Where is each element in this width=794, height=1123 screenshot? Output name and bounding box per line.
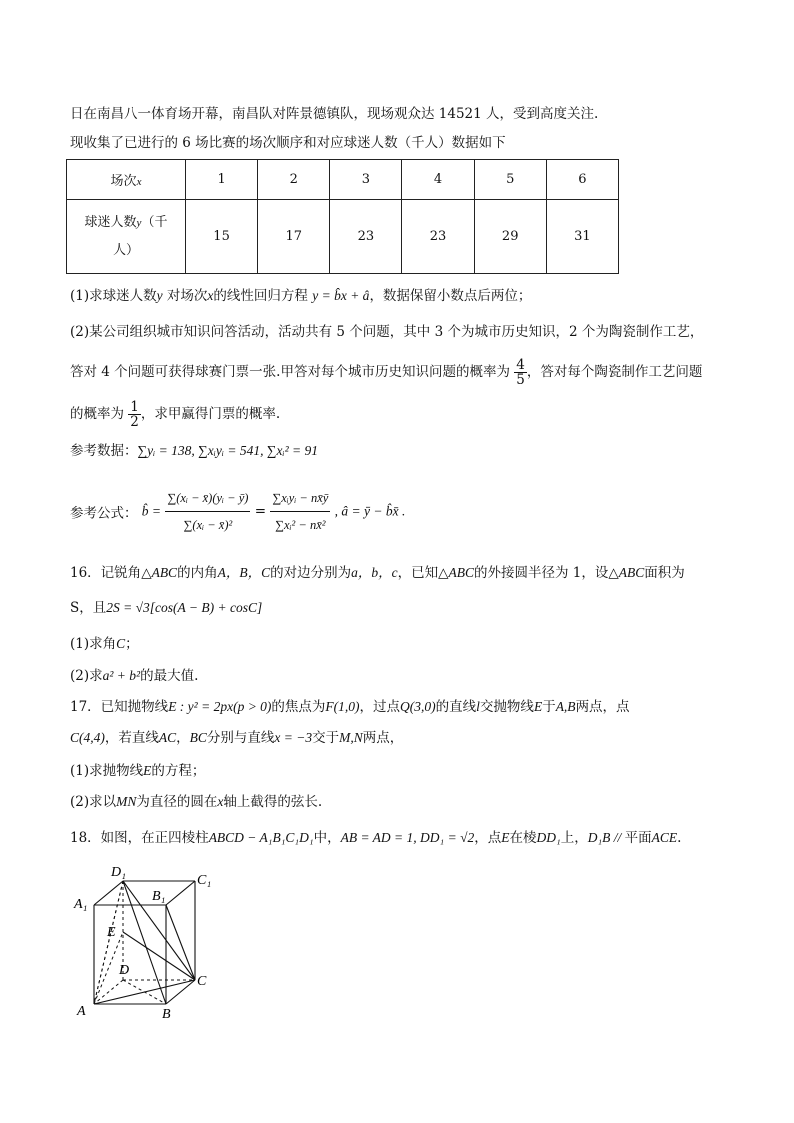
q16-text: 的最大值.	[140, 668, 199, 684]
q15-p1-var-y: y	[156, 288, 163, 303]
label-b: B	[162, 1007, 171, 1022]
fans-label-c: 人）	[112, 242, 139, 258]
q17-parabola: E : y² = 2px(p > 0)	[168, 699, 272, 714]
q18-point: E	[501, 830, 510, 845]
q16-equation: 2S = √3[cos(A − B) + cosC]	[106, 600, 263, 615]
q17-text: 17．已知抛物线	[70, 699, 169, 715]
prism-figure	[66, 860, 226, 1022]
fraction-one-half	[128, 400, 141, 429]
intro-line-2: 现收集了已进行的 6 场比赛的场次顺序和对应球迷人数（千人）数据如下	[70, 135, 506, 151]
q17-part1	[70, 761, 205, 781]
games-var: x	[136, 176, 142, 188]
q15-part2-line1: (2)某公司组织城市知识问答活动，活动共有 5 个问题，其中 3 个为城市历史知识，2 个为陶瓷制作工艺，	[70, 324, 704, 340]
q18-text: .	[677, 830, 682, 846]
q16-text: 的外接圆半径为 1，设	[473, 565, 609, 581]
q17-text: 分别与直线	[206, 730, 275, 746]
q15-part2-line3	[70, 400, 280, 429]
q16-var: C	[116, 636, 126, 651]
q15-p1-text-b: 对场次	[162, 288, 208, 304]
q15-p1-var-x: x	[207, 288, 214, 303]
fans-var: y	[136, 216, 142, 229]
ref-data-expression: ∑yᵢ = 138, ∑xᵢyᵢ = 541, ∑xᵢ² = 91	[137, 443, 319, 458]
q15-p2-text-a: 答对 4 个问题可获得球赛门票一张.甲答对每个城市历史知识问题的概率为	[70, 364, 510, 380]
q18-text: ，点	[474, 830, 502, 846]
formula-a-hat: , â = ȳ − b̂x̄ .	[334, 503, 406, 519]
fans-label-a: 球迷人数	[84, 214, 137, 230]
table-cell: 2	[258, 160, 330, 200]
q16-text: 16．记锐角	[70, 565, 142, 581]
q18-text: 在棱	[509, 830, 537, 846]
label-c1: C₁	[197, 873, 212, 888]
fraction-four-fifths	[514, 358, 527, 387]
q15-p2-text-d: ，求甲赢得门票的概率.	[140, 406, 281, 422]
intro-line-1: 日在南昌八一体育场开幕，南昌队对阵景德镇队，现场观众达 14521 人，受到高度关注.	[70, 106, 599, 122]
q17-text: 两点，点	[575, 699, 630, 715]
q17-focus: F(1,0)	[325, 699, 360, 714]
frac-num: 4	[516, 357, 525, 373]
q16-text: 的内角	[177, 565, 218, 581]
frac-num: ∑(xᵢ − x̄)(yᵢ − ȳ)	[165, 485, 250, 512]
q18-text: 平面	[624, 830, 652, 846]
q16-part2	[70, 666, 198, 686]
q15-p1-text-c: 的线性回归方程	[213, 288, 308, 304]
reference-data	[70, 441, 318, 461]
q16-sides: a，b，c	[351, 565, 398, 580]
q15-p2-text-c: 的概率为	[70, 406, 124, 422]
table-cell: 29	[474, 200, 546, 274]
q16-triangle: △ABC	[438, 565, 474, 580]
games-label: 场次	[110, 174, 137, 189]
frac-den: ∑(xᵢ − x̄)²	[183, 518, 233, 532]
q17-text: ，若直线	[104, 730, 159, 746]
segment-ce	[123, 932, 195, 980]
q15-p1-text-d: ，数据保留小数点后两位；	[369, 288, 532, 304]
table-cell: 3	[330, 160, 402, 200]
frac-num: ∑xᵢyᵢ − nx̄ȳ	[270, 485, 330, 512]
formula-fraction-1	[165, 485, 250, 538]
reference-formula	[70, 485, 405, 538]
q16-text: 的对边分别为	[270, 565, 352, 581]
q16-line1	[70, 563, 685, 583]
q18-parallel: D₁B //	[587, 830, 625, 845]
label-d: D	[119, 963, 130, 978]
q17-text: (1)求抛物线	[70, 763, 144, 779]
table-cell: 6	[546, 160, 618, 200]
formula-b-hat: b̂ =	[141, 503, 162, 519]
q16-text: (1)求角	[70, 636, 117, 652]
q17-text: 交于	[312, 730, 340, 746]
table-cell: 4	[402, 160, 474, 200]
q16-triangle: △ABC	[608, 565, 645, 580]
q16-expression: a² + b²	[102, 668, 141, 683]
table-header-games	[67, 160, 186, 200]
q15-regression-equation: y = b̂x + â	[312, 288, 370, 303]
q17-point: C(4,4)	[70, 730, 105, 745]
frac-den: 2	[130, 414, 139, 430]
formula-fraction-2	[270, 485, 330, 538]
q18-edge: DD₁	[536, 830, 561, 845]
table-header-fans	[67, 200, 186, 274]
q17-text: 的方程；	[151, 763, 206, 779]
ref-formula-label: 参考公式：	[70, 505, 138, 522]
q17-part2	[70, 792, 322, 812]
fans-label-b: （千	[141, 214, 168, 230]
q17-points: M,N	[339, 730, 363, 745]
q17-var: E	[533, 699, 543, 714]
frac-den: ∑xᵢ² − nx̄²	[275, 518, 326, 532]
table-cell: 31	[546, 200, 618, 274]
label-d1: D₁	[111, 865, 126, 880]
q16-text: 面积为	[644, 565, 685, 581]
q17-points: A,B	[555, 699, 576, 714]
q17-text: ，	[176, 730, 190, 746]
q16-triangle: △ABC	[141, 565, 178, 580]
label-c: C	[197, 974, 207, 989]
table-cell: 1	[186, 160, 258, 200]
label-e: E	[107, 925, 116, 940]
q17-text: 交抛物线	[479, 699, 534, 715]
q17-point: Q(3,0)	[400, 699, 436, 714]
table-row-fans	[67, 200, 619, 274]
label-a: A	[77, 1004, 86, 1019]
table-cell: 23	[330, 200, 402, 274]
frac-num: 1	[130, 399, 139, 415]
q17-var: BC	[189, 730, 207, 745]
ref-data-label: 参考数据：	[70, 443, 138, 459]
q17-text: 的直线	[435, 699, 477, 715]
q17-text: 于	[542, 699, 556, 715]
q16-text: (2)求	[70, 668, 103, 684]
q16-angles: A，B，C	[217, 565, 271, 580]
q17-text: 轴上截得的弦长.	[223, 794, 323, 810]
segment-db-hidden	[123, 980, 166, 1004]
table-row-games	[67, 160, 619, 200]
q15-part2-line2	[70, 358, 702, 387]
q18-text: 上，	[560, 830, 588, 846]
q18-text: 中，	[313, 830, 341, 846]
q16-text: ，已知	[397, 565, 439, 581]
q18-plane: ACE	[651, 830, 678, 845]
frac-den: 5	[516, 372, 525, 388]
q18-condition: AB = AD = 1, DD₁ = √2	[340, 830, 475, 845]
q17-text: (2)求以	[70, 794, 117, 810]
table-cell: 23	[402, 200, 474, 274]
q17-text: 的焦点为	[271, 699, 326, 715]
table-cell: 17	[258, 200, 330, 274]
data-table	[66, 159, 619, 274]
q17-text: 两点，	[362, 730, 404, 746]
segment-b1c	[166, 905, 195, 980]
q16-part1	[70, 634, 139, 654]
label-b1: B₁	[152, 889, 166, 904]
q18-line1	[70, 828, 681, 848]
q17-var: E	[143, 763, 152, 778]
q17-var: AC	[158, 730, 177, 745]
q16-text: ；	[125, 636, 139, 652]
q16-line2	[70, 598, 262, 618]
q17-text: 为直径的圆在	[136, 794, 218, 810]
q17-line2	[70, 728, 403, 748]
edge-b1c1	[166, 881, 195, 905]
formula-equals: =	[254, 503, 267, 520]
label-a1: A₁	[74, 897, 88, 912]
q17-line1	[70, 697, 630, 717]
q17-line-var: l	[476, 699, 480, 714]
table-cell: 5	[474, 160, 546, 200]
table-cell: 15	[186, 200, 258, 274]
q18-prism: ABCD − A₁B₁C₁D₁	[208, 830, 314, 845]
q18-text: 18．如图，在正四棱柱	[70, 830, 209, 846]
q15-p2-text-b: ，答对每个陶瓷制作工艺问题	[526, 364, 703, 380]
q17-var: x	[217, 794, 224, 809]
q15-part1	[70, 286, 531, 306]
q17-var: MN	[116, 794, 137, 809]
q15-p1-text-a: (1)求球迷人数	[70, 288, 157, 304]
q17-line-eq: x = −3	[274, 730, 313, 745]
q16-text: S，且	[70, 600, 107, 616]
q17-text: ，过点	[359, 699, 401, 715]
